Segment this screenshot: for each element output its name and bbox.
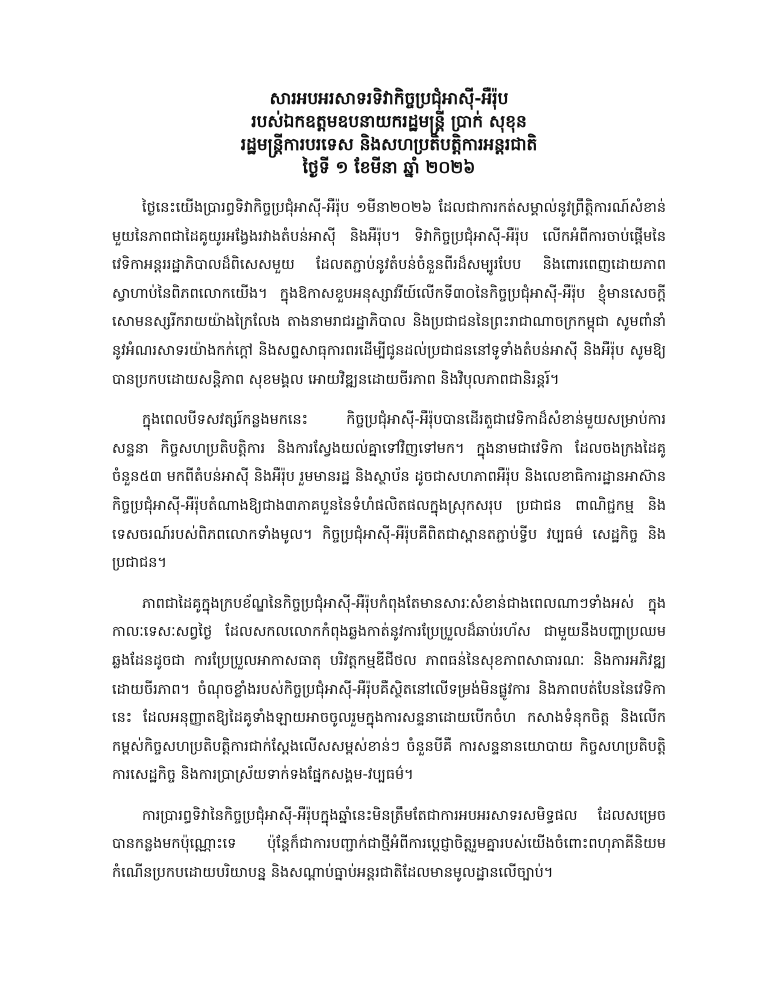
paragraph-3: ភាពជាដៃគូក្នុងក្របខ័ណ្ឌនៃកិច្ចប្រជុំអាស៊ី-អឺរ៉ុបកំពុងតែមានសារៈសំខាន់ជាងពេលណាៗទាំងអស់ ក្នុងកាលៈទេសៈសព្វថ្ងៃ ដែលសកលលោកកំពុងឆ្លងកាត់នូវការប្រែប្រួលដ៏ឆាប់រហ័ស ជាមួយនឹងបញ្ហាប្រឈមឆ្លងដែនដូចជា ការប្រែប្រួលអាកាសធាតុ បរិវត្តកម្មឌីជីថល ភាពធន់នៃសុខភាពសាធារណៈ និងការអភិវឌ្ឍដោយចីរភាព។ ចំណុចខ្លាំងរបស់កិច្ចប្រជុំអាស៊ី-អឺរ៉ុបគឺស្ថិតនៅលើទម្រង់មិនផ្លូវការ និងភាពបត់បែននៃវេទិកានេះ ដែលអនុញ្ញាតឱ្យដៃគូទាំងឡាយអាចចូលរួមក្នុងការសន្ទនាដោយបើកចំហ កសាងទំនុកចិត្ត និងលើកកម្ពស់កិច្ចសហប្រតិបត្តិការជាក់ស្តែងលើសសម្ពស់ខាន់ៗ ចំនួនបីគឺ ការសន្ទនានយោបាយ កិច្ចសហប្រតិបត្តិការសេដ្ឋកិច្ច និងការប្រាស្រ័យទាក់ទងផ្នែកសង្គម-វប្បធម៌។ (112, 595, 666, 784)
letter-header (112, 88, 666, 180)
header-title: សារអបអរសាទរទិវាកិច្ចប្រជុំអាស៊ី-អឺរ៉ុប (269, 89, 509, 109)
paragraph-4: ការប្រារព្ធទិវានៃកិច្ចប្រជុំអាស៊ី-អឺរ៉ុបក្នុងឆ្នាំនេះមិនត្រឹមតែជាការអបអរសាទរសមិទ្ធផល ដែលសម្រេចបានកន្លងមកប៉ុណ្ណោះទេ ប៉ុន្តែក៏ជាការបញ្ជាក់ជាថ្មីអំពីការប្តេជ្ញាចិត្តរួមគ្នារបស់យើងចំពោះពហុភាគីនិយម កំណើនប្រកបដោយបរិយាបន្ន និងសណ្តាប់ធ្នាប់អន្តរជាតិដែលមានមូលដ្ឋានលើច្បាប់។ (112, 807, 666, 882)
paragraph-2: ក្នុងពេលបីទសវត្សរ៍កន្លងមកនេះ កិច្ចប្រជុំអាស៊ី-អឺរ៉ុបបានដើរតួជាវេទិកាដ៏សំខាន់មួយសម្រាប់ការសន្ទនា កិច្ចសហប្រតិបត្តិការ និងការស្វែងយល់គ្នាទៅវិញទៅមក។ ក្នុងនាមជាវេទិកា ដែលចងក្រងដៃគូចំនួន៥៣ មកពីតំបន់អាស៊ី និងអឺរ៉ុប រួមមានរដ្ឋ និងស្ថាប័ន ដូចជាសហភាពអឺរ៉ុប និងលេខាធិការដ្ឋានអាស៊ាន កិច្ចប្រជុំអាស៊ី-អឺរ៉ុបតំណាងឱ្យជាង៣ភាគបួននៃទំហំផលិតផលក្នុងស្រុកសរុប ប្រជាជន ពាណិជ្ជកម្ម និងទេសចរណ៍របស់ពិភពលោកទាំងមូល។ កិច្ចប្រជុំអាស៊ី-អឺរ៉ុបគឺពិតជាស្ពានតភ្ជាប់ទ្វីប វប្បធម៌ សេដ្ឋកិច្ច និងប្រជាជន។ (112, 412, 666, 572)
header-ministry: រដ្ឋមន្ត្រីការបរទេស និងសហប្រតិបត្តិការអន្តរជាតិ (240, 135, 538, 155)
letter-body (112, 194, 666, 888)
paragraph-1: ថ្ងៃនេះយើងប្រារព្ធទិវាកិច្ចប្រជុំអាស៊ី-អឺរ៉ុប ១មីនា២០២៦ ដែលជាការកត់សម្គាល់នូវព្រឹត្តិការណ៍សំខាន់មួយនៃភាពជាដៃគូយូរអង្វែងរវាងតំបន់អាស៊ី និងអឺរ៉ុប។ ទិវាកិច្ចប្រជុំអាស៊ី-អឺរ៉ុប លើកអំពីការចាប់ផ្តើមនៃវេទិកាអន្តររដ្ឋាភិបាលដ៏ពិសេសមួយ ដែលតភ្ជាប់នូវតំបន់ចំនួនពីរដ៏សម្បូរបែប និងពោរពេញដោយភាពស្វាហាប់នៃពិភពលោកយើង។ ក្នុងឱកាសខួបអនុស្សាវរីយ៍លើកទី៣០នៃកិច្ចប្រជុំអាស៊ី-អឺរ៉ុប ខ្ញុំមានសេចក្តីសោមនស្សរីករាយយ៉ាងក្រៃលែង តាងនាមរាជរដ្ឋាភិបាល និងប្រជាជននៃព្រះរាជាណាចក្រកម្ពុជា សូមពាំនាំនូវអំណរសាទរយ៉ាងកក់ក្តៅ និងសព្ទសាធុការពរដើម្បីជូនដល់ប្រជាជននៅទូទាំងតំបន់អាស៊ី និងអឺរ៉ុប សូមឱ្យបានប្រកបដោយសន្តិភាព សុខមង្គល អោយវិឌ្ឍនដោយចីរភាព និងវិបុលភាពជានិរន្តរ៍។ (112, 200, 666, 388)
header-speaker: របស់ឯកឧត្តមឧបនាយករដ្ឋមន្ត្រី ប្រាក់ សុខុន (251, 112, 527, 132)
header-date: ថ្ងៃទី ១ ខែមីនា ឆ្នាំ ២០២៦ (302, 158, 476, 178)
